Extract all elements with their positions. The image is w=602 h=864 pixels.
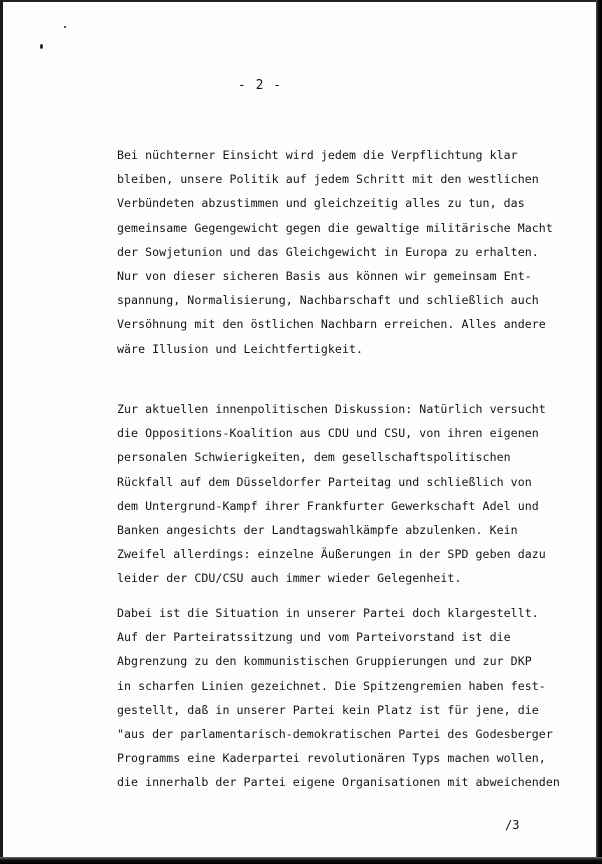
text-line: gestellt, daß in unserer Partei kein Platz ist für jene, die (117, 702, 539, 717)
text-line: Banken angesichts der Landtagswahlkämpfe abzulenken. Kein (117, 522, 518, 537)
paragraph (117, 601, 567, 795)
text-line: Programms eine Kaderpartei revolutionären Typs machen wollen, (117, 751, 546, 766)
text-line: die Oppositions-Koalition aus CDU und CSU, von ihren eigenen (117, 426, 539, 441)
text-line: der Sowjetunion und das Gleichgewicht in Europa zu erhalten. (117, 244, 539, 259)
text-line: Versöhnung mit den östlichen Nachbarn erreichen. Alles andere (117, 317, 546, 332)
page-number: - 2 - (237, 78, 283, 93)
scan-speck (40, 44, 43, 49)
text-line: Zweifel allerdings: einzelne Äußerungen in der SPD geben dazu (117, 547, 546, 562)
text-line: spannung, Normalisierung, Nachbarschaft und schließlich auch (117, 293, 539, 308)
text-line: wäre Illusion und Leichtfertigkeit. (117, 341, 364, 356)
text-line: leider der CDU/CSU auch immer wieder Gelegenheit. (117, 571, 462, 586)
text-line: die innerhalb der Partei eigene Organisationen mit abweichenden (117, 775, 560, 790)
text-line: bleiben, unsere Politik auf jedem Schritt mit den westlichen (117, 172, 539, 187)
text-line: Rückfall auf dem Düsseldorfer Parteitag und schließlich von (117, 474, 532, 489)
text-line: gemeinsame Gegengewicht gegen die gewaltige militärische Macht (117, 220, 553, 235)
paragraph (117, 143, 567, 361)
text-line: Zur aktuellen innenpolitischen Diskussion: Natürlich versucht (117, 402, 546, 416)
paragraph (117, 397, 567, 591)
text-line: Abgrenzung zu den kommunistischen Gruppierungen und zur DKP (117, 654, 532, 669)
text-line: personalen Schwierigkeiten, dem gesellschaftspolitischen (117, 450, 511, 465)
text-line: "aus der parlamentarisch-demokratischen Partei des Godesberger (117, 726, 553, 741)
scan-border-bottom (0, 857, 602, 864)
text-line: Nur von dieser sicheren Basis aus können wir gemeinsam Ent- (117, 268, 532, 283)
text-line: Bei nüchterner Einsicht wird jedem die Verpflichtung klar (117, 148, 518, 162)
scan-speck (64, 26, 66, 28)
text-line: Dabei ist die Situation in unserer Partei doch klargestellt. (117, 606, 539, 620)
scan-border-top (0, 0, 602, 2)
scan-border-right (596, 0, 602, 864)
text-line: Auf der Parteiratssitzung und vom Parteivorstand ist die (117, 630, 511, 645)
text-line: in scharfen Linien gezeichnet. Die Spitzengremien haben fest- (117, 678, 546, 693)
text-line: dem Untergrund-Kampf ihrer Frankfurter Gewerkschaft Adel und (117, 498, 539, 513)
continuation-marker: /3 (505, 818, 520, 832)
text-line: Verbündeten abzustimmen und gleichzeitig alles zu tun, das (117, 196, 525, 211)
scan-border-left (0, 0, 3, 864)
